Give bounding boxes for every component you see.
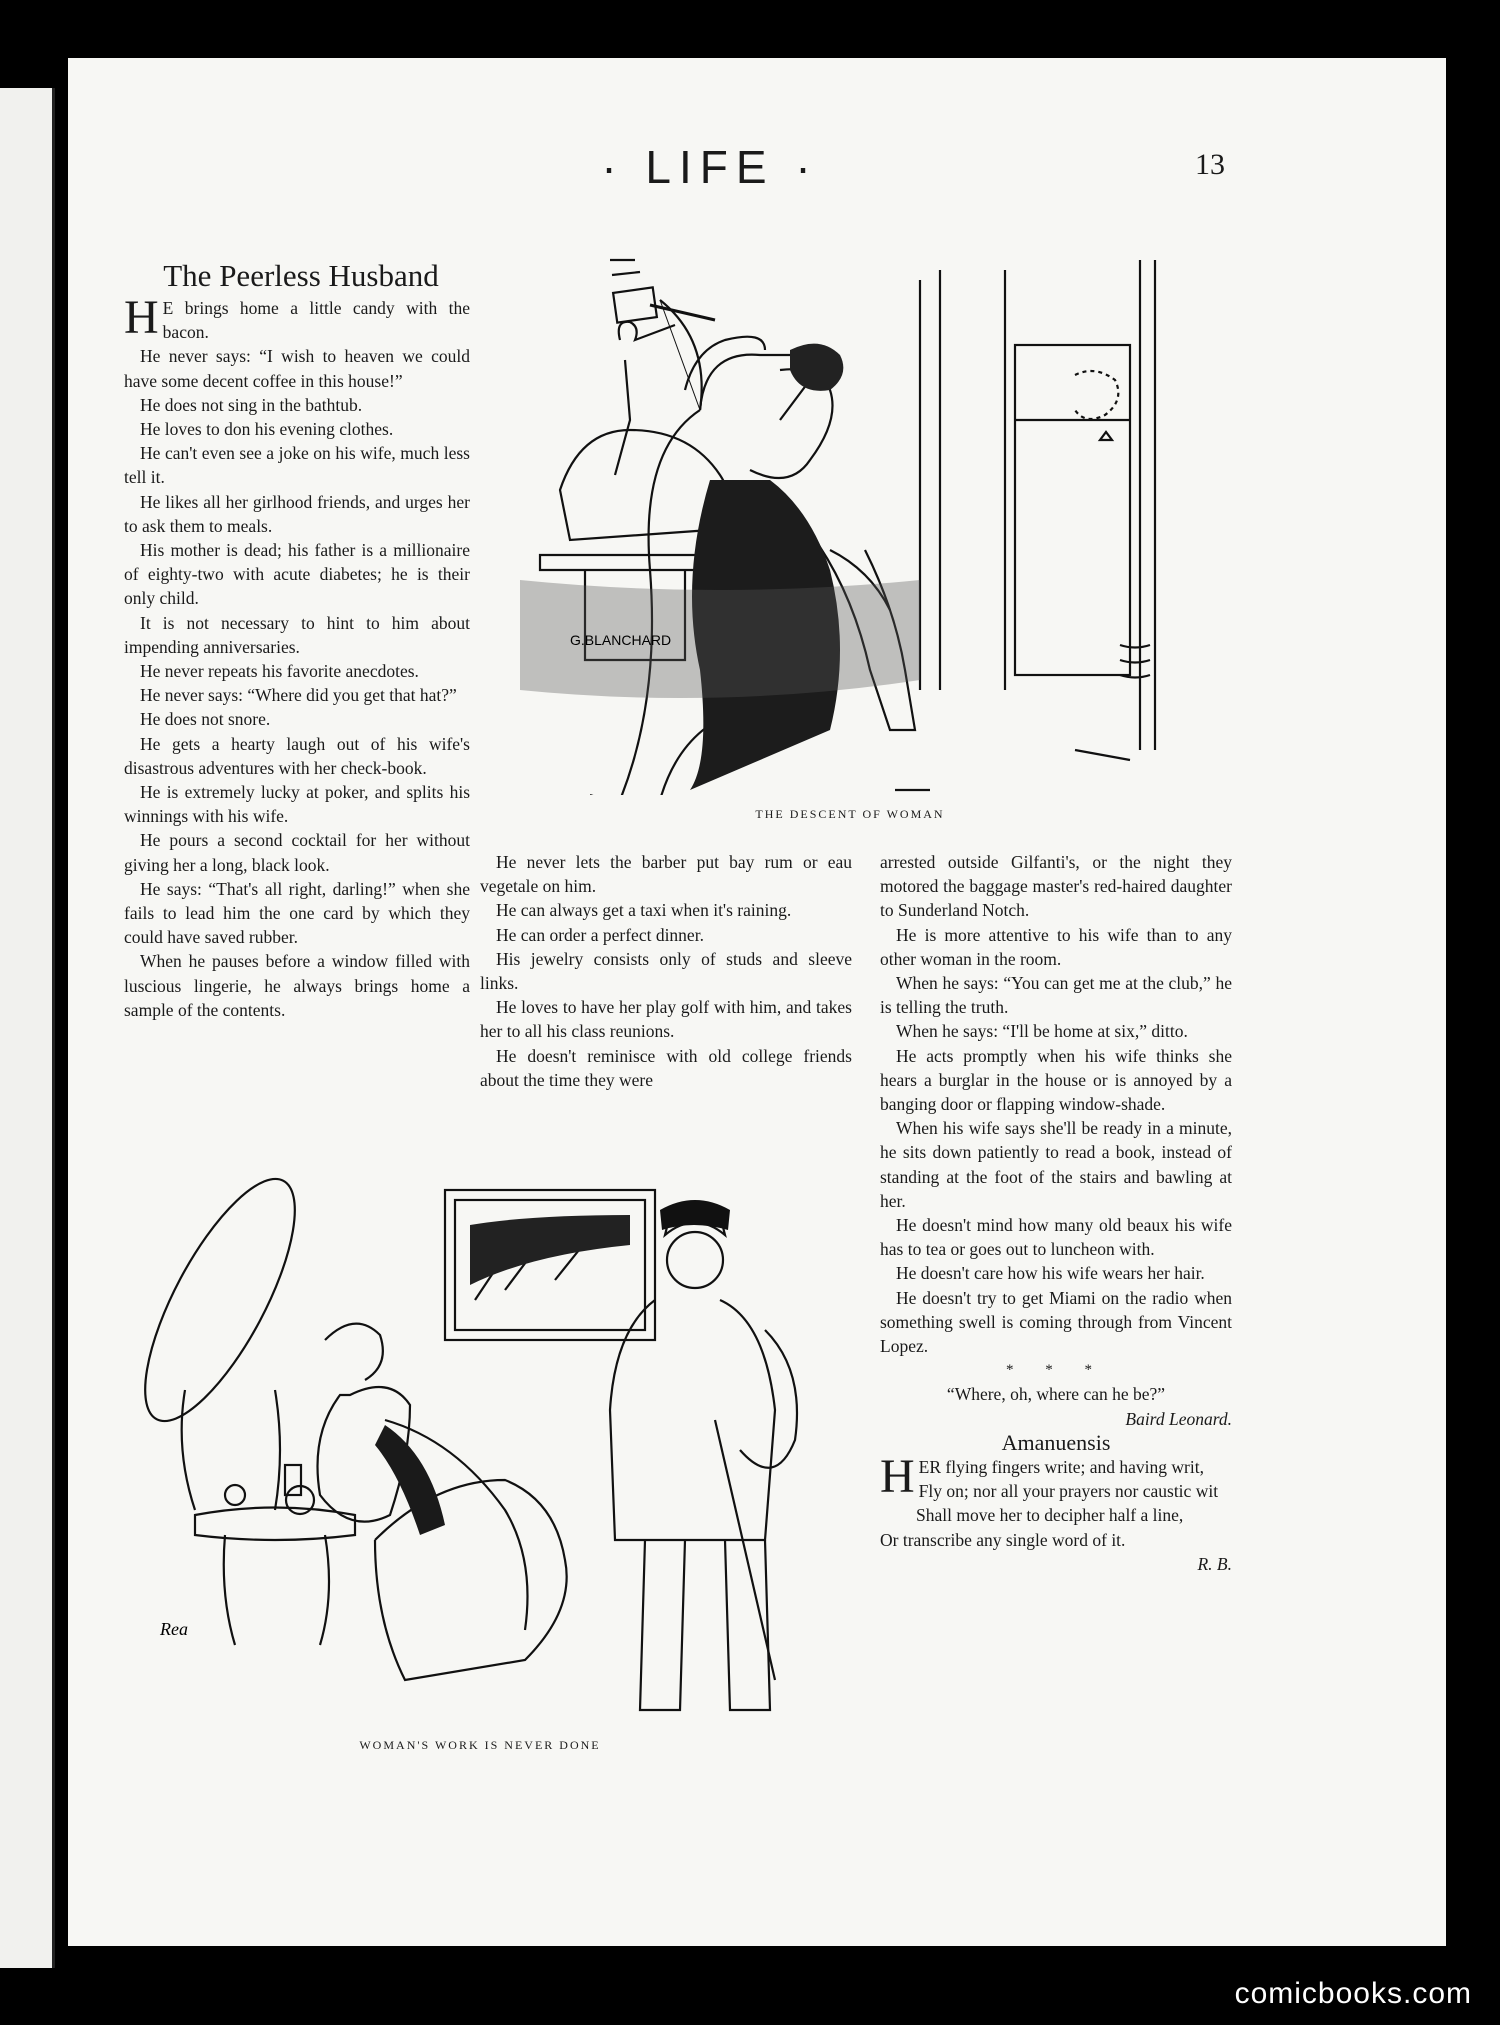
paragraph: He loves to don his evening clothes. [140, 419, 394, 440]
closing-quote: “Where, oh, where can he be?” [946, 1384, 1166, 1405]
caption-top: THE DESCENT OF WOMAN [755, 807, 945, 821]
drop-cap: H [880, 1450, 915, 1504]
paragraph: His mother is dead; his father is a millionaire of eighty-two with acute diabetes; he is their only child. [124, 540, 470, 609]
paragraph: He does not sing in the bathtub. [140, 394, 363, 415]
paragraph: arrested outside Gilfanti's, or the night they motored the baggage master's red-haired daughter to Sunderland Notch. [880, 852, 1232, 921]
paragraph: He is extremely lucky at poker, and splits his winnings with his wife. [124, 782, 470, 827]
poem-line: Shall move her to decipher half a line, [916, 1505, 1184, 1526]
article-title: The Peerless Husband [163, 258, 439, 293]
paragraph: It is not necessary to hint to him about impending anniversaries. [124, 612, 470, 657]
paragraph: He gets a hearty laugh out of his wife's disastrous adventures with her check-book. [124, 733, 470, 778]
section-stars: * * * [1006, 1362, 1106, 1379]
site-watermark: comicbooks.com [1234, 1977, 1472, 2010]
artist-signature-top: G.BLANCHARD [570, 632, 672, 648]
paragraph: H E brings home a little candy with the bacon. [124, 291, 470, 344]
paragraph: He loves to have her play golf with him, and takes her to all his class reunions. [480, 997, 852, 1042]
paragraph: When he pauses before a window filled with luscious lingerie, he always brings home a sample of the contents. [124, 951, 470, 1020]
paragraph: He acts promptly when his wife thinks she hears a burglar in the house or is annoyed by a banging door or flapping window-shade. [880, 1045, 1232, 1115]
caption-bottom: WOMAN'S WORK IS NEVER DONE [359, 1738, 601, 1752]
paragraph: He never lets the barber put bay rum or eau vegetale on him. [480, 852, 852, 897]
paragraph: He can always get a taxi when it's raining. [496, 900, 792, 921]
article-author: Baird Leonard. [1125, 1408, 1232, 1429]
drop-cap: H [124, 291, 159, 344]
paragraph: His jewelry consists only of studs and sleeve links. [480, 948, 852, 994]
poem-line: Or transcribe any single word of it. [880, 1529, 1126, 1550]
paragraph: He doesn't try to get Miami on the radio when something swell is coming through from Vincent Lopez. [880, 1287, 1232, 1357]
poem-line: HER flying fingers write; and having writ, [880, 1450, 1204, 1504]
previous-page-edge [0, 88, 55, 1968]
poem-title: Amanuensis [1001, 1429, 1111, 1455]
descent-of-woman-illustration [500, 250, 1200, 795]
paragraph: He doesn't mind how many old beaux his wife has to tea or goes out to luncheon with. [880, 1215, 1232, 1260]
paragraph: When he says: “I'll be home at six,” ditto. [896, 1021, 1188, 1042]
paragraph: He never says: “I wish to heaven we could have some decent coffee in this house!” [124, 346, 470, 391]
paragraph: He doesn't reminisce with old college friends about the time they were [480, 1045, 852, 1090]
masthead-title: · LIFE · [601, 141, 819, 193]
article-column-2 [480, 850, 852, 1092]
article-column-1 [124, 291, 470, 1022]
paragraph: When his wife says she'll be ready in a minute, he sits down patiently to read a book, instead of standing at the foot of the stairs and bawling at her. [880, 1118, 1232, 1211]
paragraph: He does not snore. [140, 709, 271, 730]
paragraph: When he says: “You can get me at the club,” he is telling the truth. [880, 973, 1232, 1018]
poem-author: R. B. [1197, 1553, 1232, 1574]
article-column-3 [880, 850, 1232, 1576]
artist-signature-bottom: Rea [160, 1619, 188, 1639]
paragraph: He never says: “Where did you get that hat?” [140, 685, 457, 706]
paragraph: He pours a second cocktail for her without giving her a long, black look. [124, 830, 470, 875]
paragraph: He never repeats his favorite anecdotes. [140, 661, 419, 682]
paragraph: He likes all her girlhood friends, and urges her to ask them to meals. [124, 491, 470, 536]
paragraph: He can't even see a joke on his wife, much less tell it. [124, 443, 470, 488]
paragraph: He is more attentive to his wife than to any other woman in the room. [880, 924, 1232, 969]
poem-line: Fly on; nor all your prayers nor caustic wit [918, 1481, 1219, 1502]
poem-body [880, 1450, 1232, 1552]
paragraph: He doesn't care how his wife wears her hair. [896, 1263, 1205, 1284]
paragraph: He says: “That's all right, darling!” when she fails to lead him the one card by which they could have saved rubber. [124, 878, 470, 948]
page-number: 13 [1195, 148, 1225, 181]
womans-work-illustration [125, 1160, 860, 1720]
paragraph: He can order a perfect dinner. [496, 924, 704, 945]
